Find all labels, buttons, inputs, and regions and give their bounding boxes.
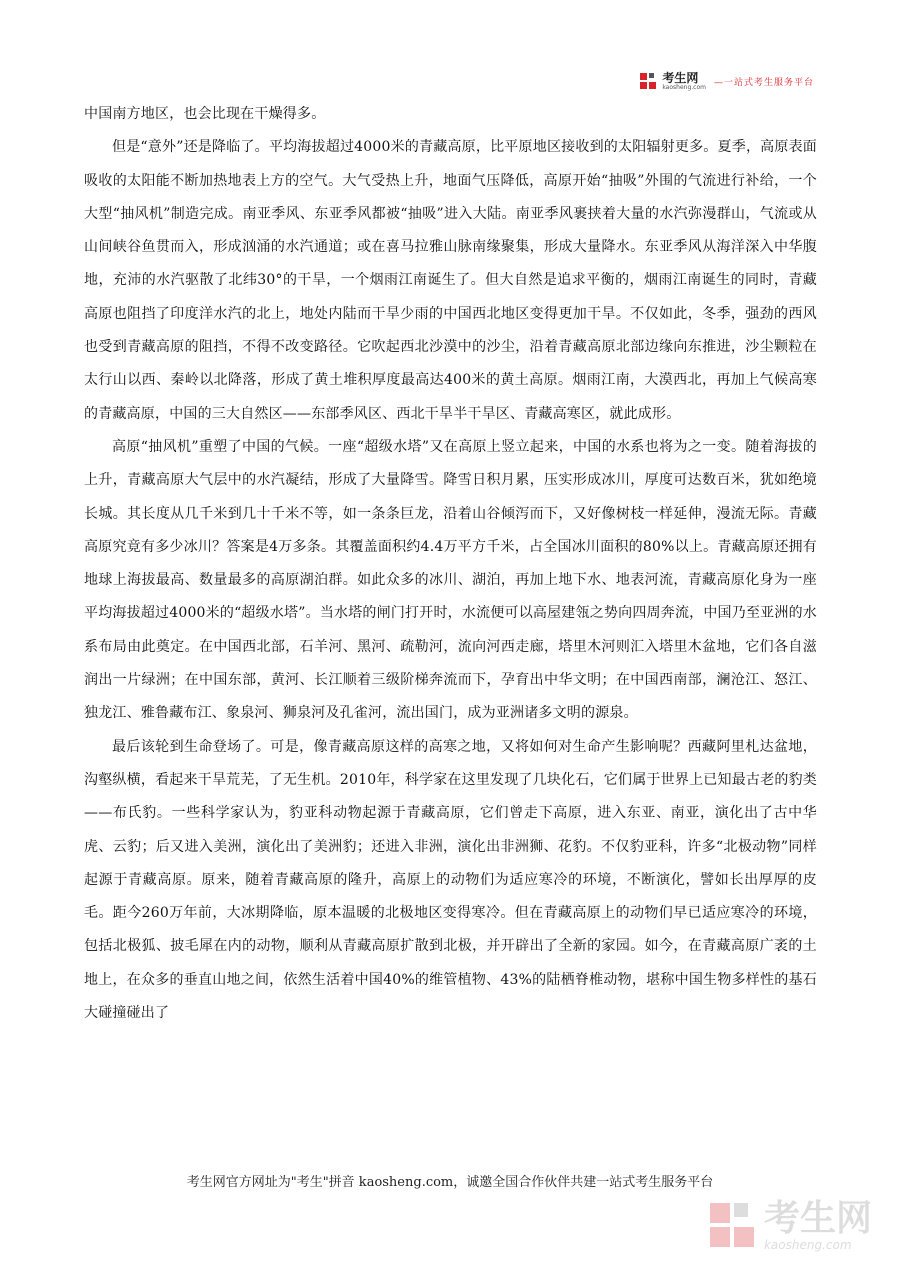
watermark-domain: kaosheng.com — [763, 1238, 852, 1252]
header-logo — [640, 72, 814, 91]
kaosheng-logo-icon — [640, 73, 658, 91]
page-footer: 考生网官方网址为"考生"拼音 kaosheng.com，诚邀全国合作伙伴共建一站式考生服务平台 — [186, 1175, 714, 1190]
watermark-name: 考生网 — [763, 1198, 872, 1239]
watermark — [710, 1198, 872, 1252]
paragraph-climate: 但是“意外”还是降临了。平均海拔超过4000米的青藏高原，比平原地区接收到的太阳辐射更多。夏季，高原表面吸收的太阳能不断加热地表上方的空气。大气受热上升，地面气压降低，高原开始“抽吸”外围的气流进行补给，一个大型“抽风机”制造完成。南亚季风、东亚季风都被“抽吸”进入大陆。南亚季风裹挟着大量的水汽弥漫群山，气流或从山间峡谷鱼贯而入，形成汹涌的水汽通道；或在喜马拉雅山脉南缘聚集，形成大量降水。东亚季风从海洋深入中华腹地，充沛的水汽驱散了北纬30°的干旱，一个烟雨江南诞生了。但大自然是追求平衡的，烟雨江南诞生的同时，青藏高原也阻挡了印度洋水汽的北上，地处内陆而干旱少雨的中国西北地区变得更加干旱。不仅如此，冬季，强劲的西风也受到青藏高原的阻挡，不得不改变路径。它吹起西北沙漠中的沙尘，沿着青藏高原北部边缘向东推进，沙尘颗粒在太行山以西、秦岭以北降落，形成了黄土堆积厚度最高达400米的黄土高原。烟雨江南，大漠西北，再加上气候高寒的青藏高原，中国的三大自然区——东部季风区、西北干旱半干旱区、青藏高寒区，就此成形。 — [84, 139, 817, 422]
logo-name: 考生网 — [662, 71, 699, 85]
article-body — [84, 98, 817, 1030]
paragraph-continuation: 中国南方地区，也会比现在干燥得多。 — [84, 106, 326, 122]
paragraph-life: 最后该轮到生命登场了。可是，像青藏高原这样的高寒之地，又将如何对生命产生影响呢？西藏阿里札达盆地，沟壑纵横，看起来干旱荒芜，了无生机。2010年，科学家在这里发现了几块化石，它们属于世界上已知最古老的豹类——布氏豹。一些科学家认为，豹亚科动物起源于青藏高原，它们曾走下高原，进入东亚、南亚，演化出了古中华虎、云豹；后又进入美洲，演化出了美洲豹；还进入非洲，演化出非洲狮、花豹。不仅豹亚科，许多“北极动物”同样起源于青藏高原。原来，随着青藏高原的隆升，高原上的动物们为适应寒冷的环境，不断演化，譬如长出厚厚的皮毛。距今260万年前，大冰期降临，原本温暖的北极地区变得寒冷。但在青藏高原上的动物们早已适应寒冷的环境，包括北极狐、披毛犀在内的动物，顺利从青藏高原扩散到北极，并开辟出了全新的家园。如今，在青藏高原广袤的土地上，在众多的垂直山地之间，依然生活着中国40%的维管植物、43%的陆栖脊椎动物，堪称中国生物多样性的基石大碰撞碰出了 — [84, 738, 817, 1022]
logo-domain: kaosheng.com — [662, 84, 706, 91]
paragraph-water-tower: 高原“抽风机”重塑了中国的气候。一座“超级水塔”又在高原上竖立起来，中国的水系也将为之一变。随着海拔的上升，青藏高原大气层中的水汽凝结，形成了大量降雪。降雪日积月累，压实形成冰川，厚度可达数百米，犹如绝境长城。其长度从几千米到几十千米不等，如一条条巨龙，沿着山谷倾泻而下，又好像树枝一样延伸，漫流无际。青藏高原究竟有多少冰川？答案是4万多条。其覆盖面积约4.4万平方千米，占全国冰川面积的80%以上。青藏高原还拥有地球上海拔最高、数量最多的高原湖泊群。如此众多的冰川、湖泊，再加上地下水、地表河流，青藏高原化身为一座平均海拔超过4000米的“超级水塔”。当水塔的闸门打开时，水流便可以高屋建瓴之势向四周奔流，中国乃至亚洲的水系布局由此奠定。在中国西北部，石羊河、黑河、疏勒河，流向河西走廊，塔里木河则汇入塔里木盆地，它们各自滋润出一片绿洲；在中国东部，黄河、长江顺着三级阶梯奔流而下，孕育出中华文明；在中国西南部，澜沧江、怒江、独龙江、雅鲁藏布江、象泉河、狮泉河及孔雀河，流出国门，成为亚洲诸多文明的源泉。 — [84, 438, 817, 722]
header-tagline: —一站式考生服务平台 — [713, 78, 814, 88]
watermark-logo-icon — [710, 1203, 758, 1251]
